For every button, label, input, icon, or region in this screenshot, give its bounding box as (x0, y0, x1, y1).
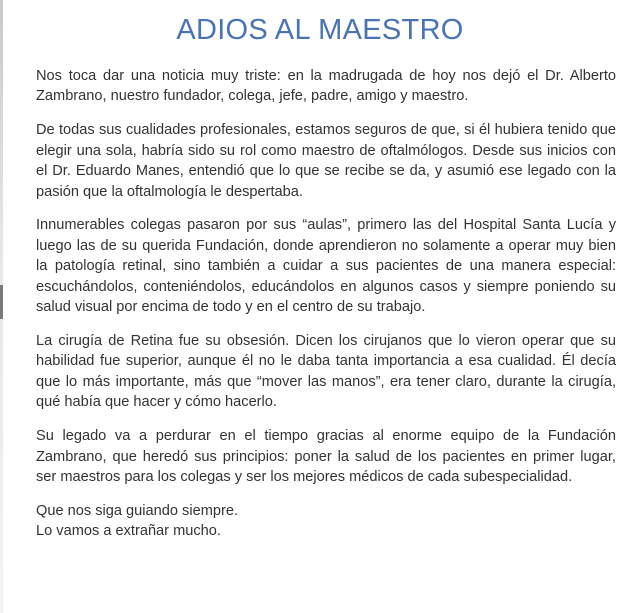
article-paragraph-3: Innumerables colegas pasaron por sus “aulas”, primero las del Hospital Santa Lucía y luego las de su querida Fundación, donde aprendieron no solamente a operar muy bien la patología retinal, sino también a cuidar a sus pacientes de una manera especial: escuchándolos, conteniéndolos, educándolos en algunos casos y siempre poniendo su salud visual por encima de todo y en el centro de su trabajo. (36, 217, 616, 316)
article-paragraph-1: Nos toca dar una noticia muy triste: en la madrugada de hoy nos dejó el Dr. Alberto Zambrano, nuestro fundador, colega, jefe, padre, amigo y maestro. (36, 68, 616, 105)
article-closing (36, 501, 616, 542)
article-title: ADIOS AL MAESTRO (176, 14, 464, 46)
article-paragraph-4: La cirugía de Retina fue su obsesión. Dicen los cirujanos que lo vieron operar que su habilidad fue superior, aunque él no le daba tanta importancia a esa cualidad. Él decía que lo más importante, más que “mover las manos”, era tener claro, durante la cirugía, qué había que hacer y cómo hacerlo. (36, 332, 616, 411)
article-body (36, 66, 616, 542)
article-paragraph-5: Su legado va a perdurar en el tiempo gracias al enorme equipo de la Fundación Zambrano, que heredó sus principios: poner la salud de los pacientes en primer lugar, ser maestros para los colegas y ser los mejores médicos de cada subespecialidad. (36, 428, 616, 485)
article-paragraph-2: De todas sus cualidades profesionales, estamos seguros de que, si él hubiera tenido que elegir una sola, habría sido su rol como maestro de oftalmólogos. Desde sus inicios con el Dr. Eduardo Manes, entendió que lo que se recibe se da, y asumió ese legado con la pasión que la oftalmología le despertaba. (36, 122, 616, 200)
closing-line-2: Lo vamos a extrañar mucho. (36, 523, 221, 540)
closing-line-1: Que nos siga guiando siempre. (36, 502, 239, 519)
